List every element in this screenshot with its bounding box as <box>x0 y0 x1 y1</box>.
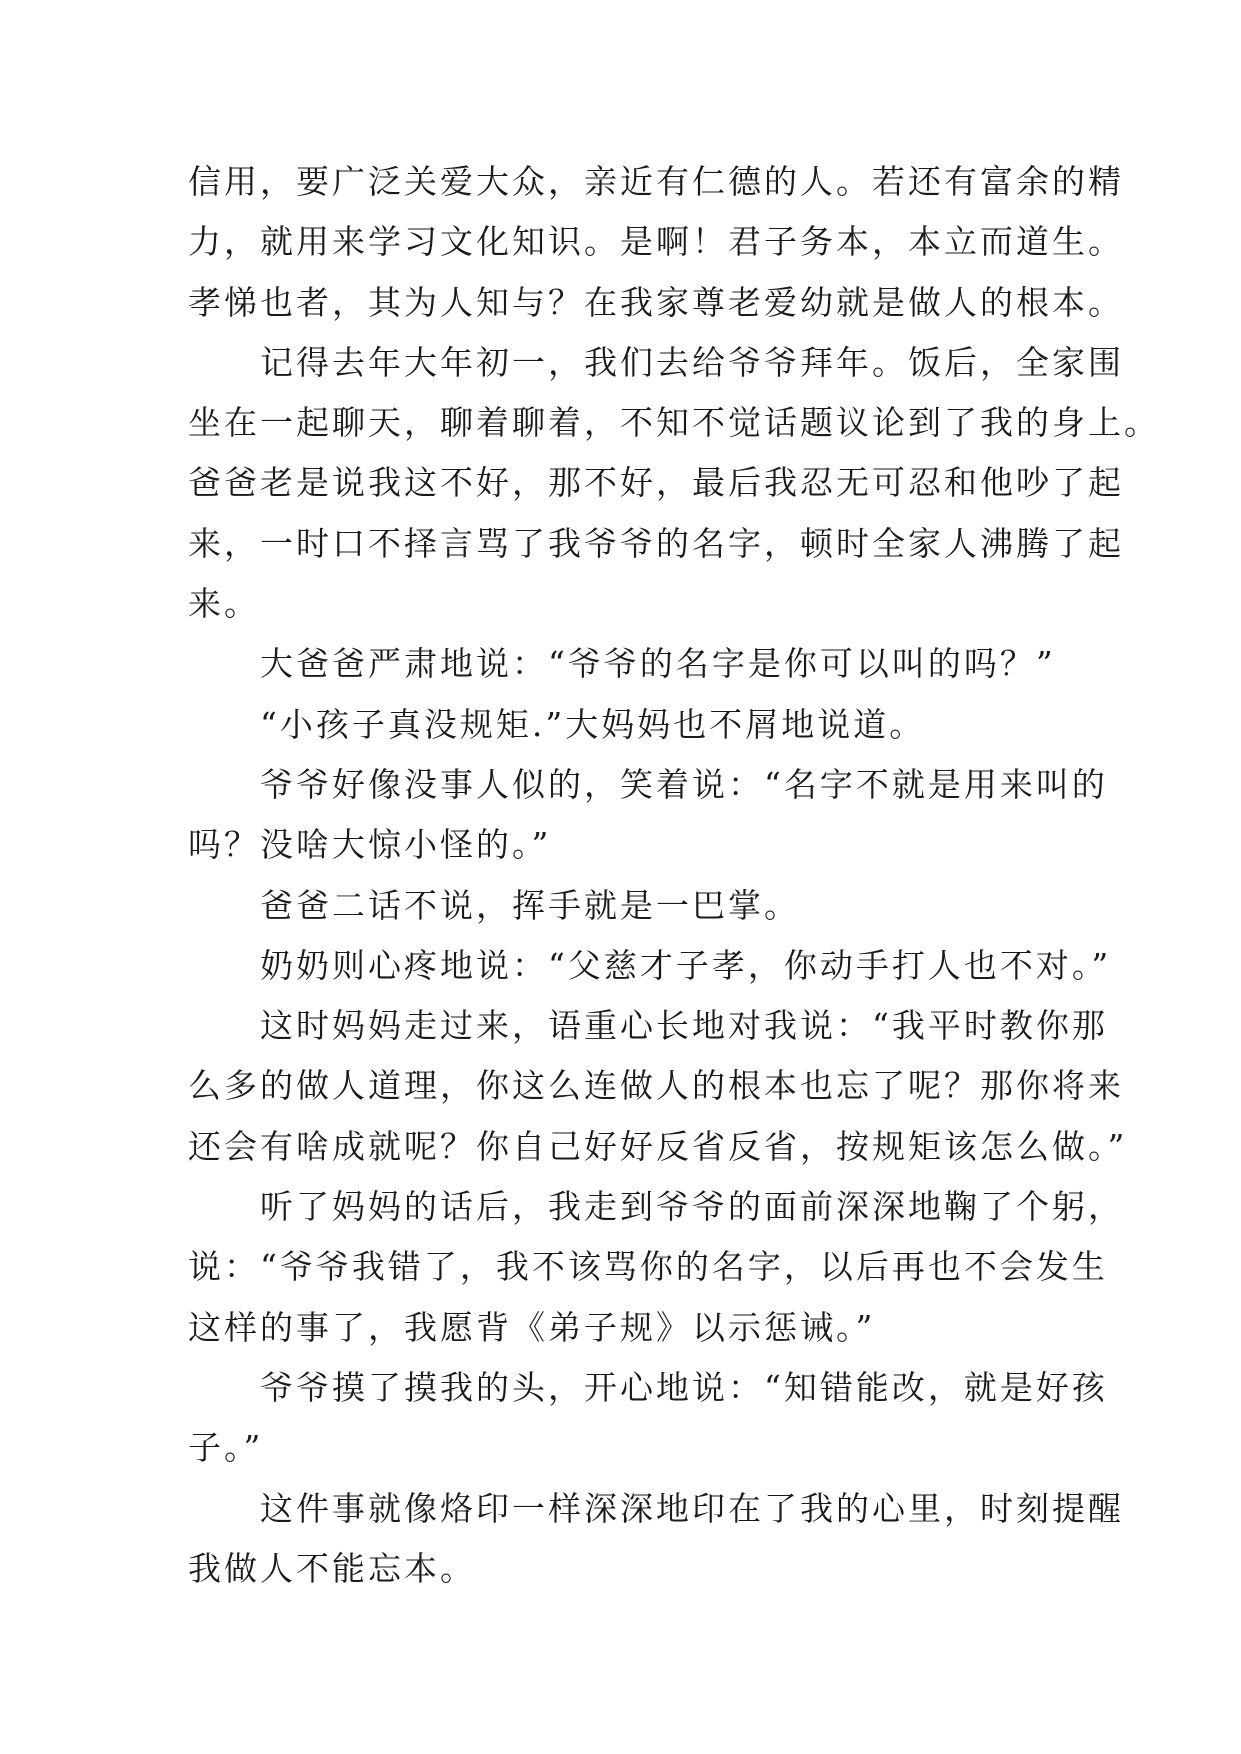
text-line: 孝悌也者，其为人知与？在我家尊老爱幼就是做人的根本。 <box>188 282 1124 322</box>
text-line: 记得去年大年初一，我们去给爷爷拜年。饭后，全家围 <box>260 342 1124 382</box>
text-line: 大爸爸严肃地说：“爷爷的名字是你可以叫的吗？” <box>260 644 1056 684</box>
text-line: 这样的事了，我愿背《弟子规》以示惩诫。” <box>188 1307 876 1347</box>
text-line: 吗？没啥大惊小怪的。” <box>188 825 552 865</box>
text-line: 来。 <box>188 584 260 624</box>
text-line: 坐在一起聊天，聊着聊着，不知不觉话题议论到了我的身上。 <box>188 403 1160 443</box>
text-line: 爷爷好像没事人似的，笑着说：“名字不就是用来叫的 <box>260 764 1108 804</box>
text-line: “小孩子真没规矩.”大妈妈也不屑地说道。 <box>260 704 926 744</box>
text-line: 奶奶则心疼地说：“父慈才子孝，你动手打人也不对。” <box>260 945 1112 985</box>
text-line: 爸爸二话不说，挥手就是一巴掌。 <box>260 885 800 925</box>
text-line: 这时妈妈走过来，语重心长地对我说：“我平时教你那 <box>260 1006 1108 1046</box>
text-line: 子。” <box>188 1428 264 1468</box>
essay-body <box>188 160 1160 1607</box>
text-line: 么多的做人道理，你这么连做人的根本也忘了呢？那你将来 <box>188 1066 1124 1106</box>
text-line: 来，一时口不择言骂了我爷爷的名字，顿时全家人沸腾了起 <box>188 523 1124 563</box>
text-line: 说：“爷爷我错了，我不该骂你的名字，以后再也不会发生 <box>188 1247 1108 1287</box>
text-line: 信用，要广泛关爱大众，亲近有仁德的人。若还有富余的精 <box>188 162 1124 201</box>
text-line: 爷爷摸了摸我的头，开心地说：“知错能改，就是好孩 <box>260 1367 1108 1407</box>
text-line: 爸爸老是说我这不好，那不好，最后我忍无可忍和他吵了起 <box>188 463 1124 503</box>
text-line: 还会有啥成就呢？你自己好好反省反省，按规矩该怎么做。” <box>188 1126 1128 1166</box>
text-line: 我做人不能忘本。 <box>188 1548 476 1588</box>
text-line: 这件事就像烙印一样深深地印在了我的心里，时刻提醒 <box>260 1488 1124 1528</box>
text-line: 力，就用来学习文化知识。是啊！君子务本，本立而道生。 <box>188 222 1124 262</box>
text-line: 听了妈妈的话后，我走到爷爷的面前深深地鞠了个躬， <box>260 1187 1124 1227</box>
